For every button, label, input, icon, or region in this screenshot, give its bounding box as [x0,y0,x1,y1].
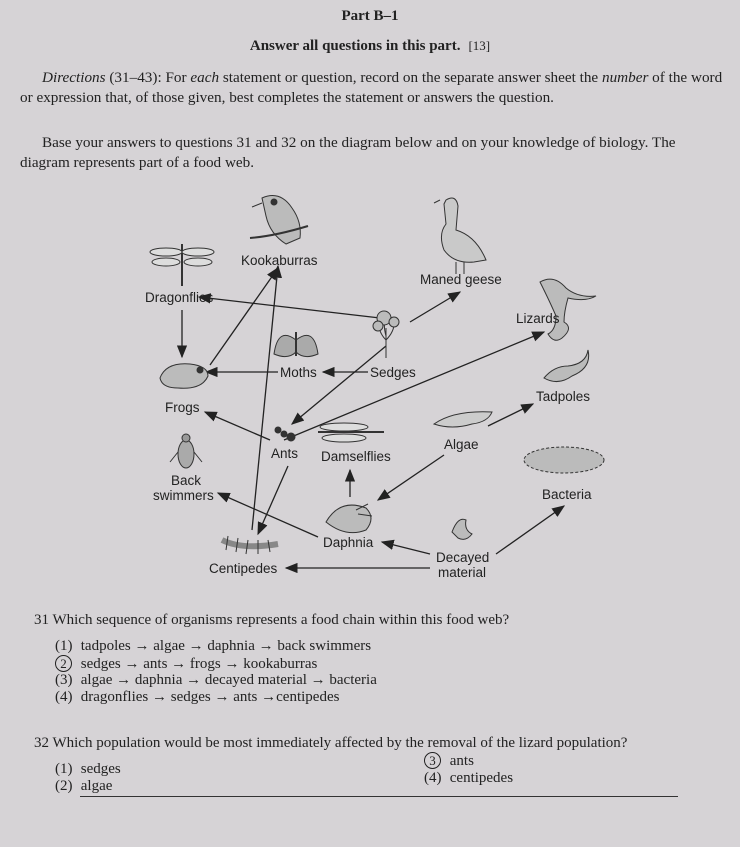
option-text: ants [449,753,474,769]
arrow-sedges-dragonflies [199,297,380,318]
option-text: algae [80,778,113,794]
question-31 [34,612,509,629]
directions-text-c: of the word or expression that, of those given, best completes the statement or answers the question. [20,69,723,106]
moth-icon [274,332,318,357]
label-centipedes: Centipedes [209,561,278,576]
label-sedges: Sedges [370,365,416,380]
question-text: Which sequence of organisms represents a food chain within this food web? [52,612,510,628]
option-text: sedges → ants → frogs → kookaburras [80,656,318,672]
directions-em-number: number [601,69,649,86]
q31-option-1 [55,638,371,655]
label-dragonflies: Dragonflies [145,290,214,305]
option-text: tadpoles → algae → daphnia → back swimmers [80,638,372,654]
label-daphnia: Daphnia [323,535,374,550]
label-maned-geese: Maned geese [420,272,502,287]
q31-option-3 [55,672,377,689]
dragonfly-icon [150,244,214,286]
arrow-frogs-kookaburras [210,268,278,365]
directions-text-a: For [165,69,187,86]
label-algae: Algae [444,437,479,452]
question-number: 31 [34,612,49,628]
bottom-rule [80,796,678,797]
label-swimmers: swimmers [153,488,214,503]
label-damselflies: Damselflies [321,449,391,464]
label-bacteria: Bacteria [542,487,592,502]
label-material: material [438,565,487,580]
centipede-icon [222,536,278,554]
arrow-decayed-daphnia [382,542,430,554]
q31-option-4 [55,689,339,706]
label-decayed: Decayed [436,550,490,565]
kookaburra-icon [250,196,308,244]
label-lizards: Lizards [516,311,560,326]
option-number: (1) [55,761,73,777]
directions-label: Directions [42,69,106,86]
directions-range: (31–43): [109,69,162,86]
goose-icon [434,198,486,274]
circled-answer-mark: 3 [424,752,441,769]
decayed-material-icon [452,519,472,539]
daphnia-icon [326,504,372,533]
label-tadpoles: Tadpoles [536,389,591,404]
option-text: centipedes [449,770,514,786]
option-number: (2) [55,778,73,794]
option-number: (4) [424,770,442,786]
option-text: dragonflies → sedges → ants →centipedes [80,689,340,705]
question-number: 32 [34,735,49,751]
label-ants: Ants [271,446,299,461]
arrow-ants-frogs [205,412,270,440]
q32-option-4 [424,770,513,787]
instruction-text: Answer all questions in this part. [249,38,461,54]
lizard-icon [540,279,596,340]
frog-icon [160,364,208,388]
q32-option-1 [55,761,121,778]
question-32 [34,735,627,752]
credit-count: [13] [468,38,491,53]
part-title: Part B–1 [341,8,399,24]
arrow-daphnia-backswimmers [218,493,318,537]
intro-paragraph: Base your answers to questions 31 and 32 on the diagram below and on your knowledge of biology. The diagram represents part of a food web. [20,134,676,171]
option-number: (1) [55,638,73,654]
directions-em-each: each [190,69,220,86]
q32-option-3 [424,752,474,770]
label-back: Back [171,473,202,488]
tadpole-icon [544,350,589,382]
arrow-sedges-geese [410,292,460,322]
arrow-ants-centipedes [258,466,288,534]
label-moths: Moths [280,365,317,380]
arrow-algae-tadpoles [488,404,533,426]
algae-icon [434,412,492,427]
q31-option-2 [55,655,317,673]
question-text: Which population would be most immediately affected by the removal of the lizard population? [52,735,628,751]
arrow-decayed-bacteria [496,506,564,554]
arrow-sedges-ants [292,346,386,424]
sedge-icon [373,311,399,358]
damselfly-icon [318,423,384,442]
bacteria-icon [524,447,604,473]
circled-answer-mark: 2 [55,655,72,672]
back-swimmer-icon [170,434,202,468]
arrow-centipedes-kookaburras [252,266,278,530]
directions-text-b: statement or question, record on the separate answer sheet the [222,69,599,86]
label-kookaburras: Kookaburras [241,253,318,268]
label-frogs: Frogs [165,400,200,415]
arrow-ants-lizards [284,332,544,440]
option-text: algae → daphnia → decayed material → bacteria [80,672,377,688]
food-web-arrows [182,266,564,568]
option-number: (4) [55,689,73,705]
q32-option-2 [55,778,112,795]
option-text: sedges [80,761,121,777]
option-number: (3) [55,672,73,688]
